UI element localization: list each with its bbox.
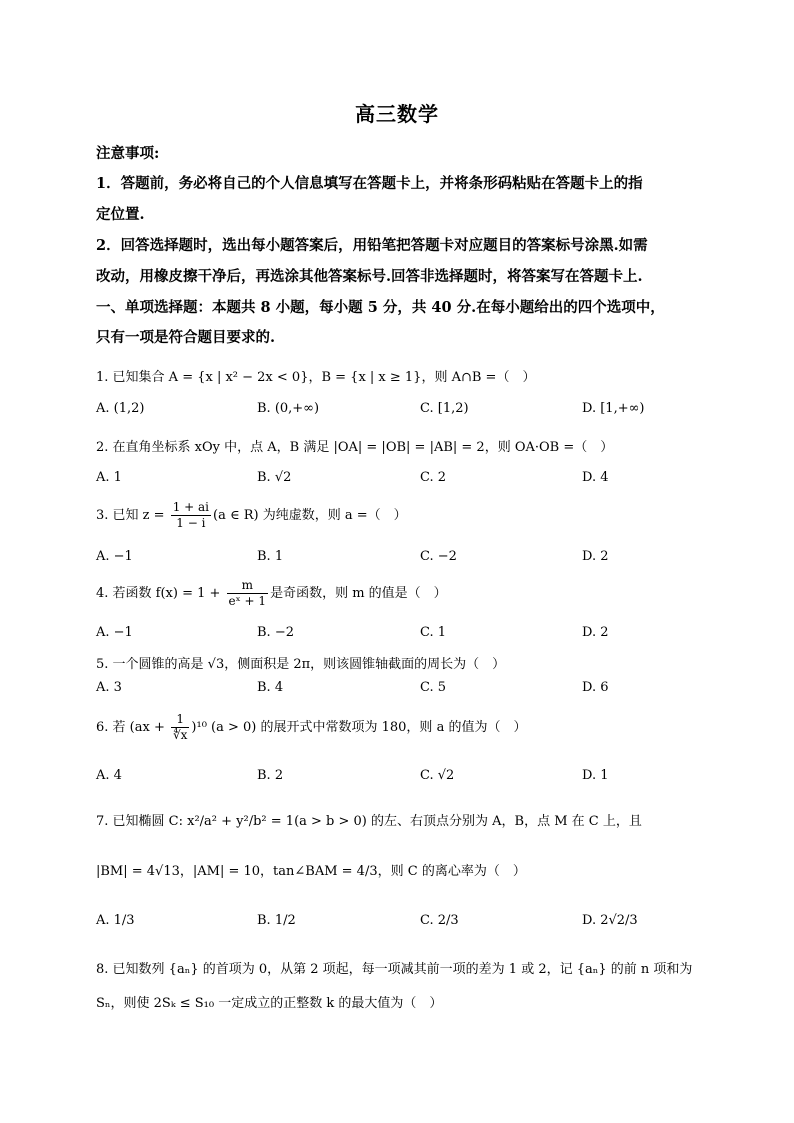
- question-3-frac-num: 1 + ai: [172, 500, 209, 514]
- question-8-stem-line2: Sₙ，则使 2Sₖ ≤ S₁₀ 一定成立的正整数 k 的最大值为（ ）: [96, 996, 443, 1011]
- question-6-option-d: D. 1: [582, 768, 609, 783]
- notice-item2-line1: 2．回答选择题时，选出每小题答案后，用铅笔把答题卡对应题目的答案标号涂黑.如需: [96, 237, 648, 254]
- question-3-stem-post: (a ∈ R) 为纯虚数，则 a =（ ）: [213, 508, 407, 523]
- question-5-stem: 5. 一个圆锥的高是 √3，侧面积是 2π，则该圆锥轴截面的周长为（ ）: [96, 657, 506, 672]
- question-7-option-c: C. 2/3: [420, 913, 459, 928]
- section1-line1: 一、单项选择题：本题共 8 小题，每小题 5 分，共 40 分.在每小题给出的四个选项中，: [96, 299, 665, 316]
- question-3-fraction: [171, 500, 211, 531]
- question-6-frac-num: 1: [171, 712, 189, 728]
- question-4-stem: [96, 578, 447, 609]
- question-6-option-a: A. 4: [96, 768, 122, 783]
- notice-item1-line2: 定位置.: [96, 206, 145, 223]
- question-6-frac-den: ∜x: [172, 728, 188, 742]
- question-7-option-b: B. 1/2: [257, 913, 296, 928]
- question-6-fraction: [171, 712, 189, 743]
- question-3-option-c: C. −2: [420, 549, 457, 564]
- question-4-frac-den: eˣ + 1: [228, 594, 267, 608]
- notice-item1-line1: 1．答题前，务必将自己的个人信息填写在答题卡上，并将条形码粘贴在答题卡上的指: [96, 175, 643, 192]
- question-3-option-d: D. 2: [582, 549, 609, 564]
- question-2-stem: 2. 在直角坐标系 xOy 中，点 A，B 满足 |OA| = |OB| = |AB| = 2，则 OA·OB =（ ）: [96, 440, 614, 455]
- question-4-fraction: [227, 578, 269, 609]
- question-7-option-a: A. 1/3: [96, 913, 135, 928]
- notice-heading: 注意事项:: [96, 145, 160, 162]
- notice-item2-line2: 改动，用橡皮擦干净后，再选涂其他答案标号.回答非选择题时，将答案写在答题卡上.: [96, 268, 643, 285]
- question-5-option-b: B. 4: [257, 680, 284, 695]
- question-4-option-c: C. 1: [420, 625, 447, 640]
- question-7-stem-line1: 7. 已知椭圆 C: x²/a² + y²/b² = 1(a > b > 0) 的左、右顶点分别为 A，B，点 M 在 C 上，且: [96, 814, 642, 829]
- question-5-option-d: D. 6: [582, 680, 609, 695]
- question-8-stem-line1: 8. 已知数列 {aₙ} 的首项为 0，从第 2 项起，每一项减其前一项的差为 1 或 2，记 {aₙ} 的前 n 项和为: [96, 962, 693, 977]
- question-6-stem-pre: 6. 若 (ax +: [96, 720, 169, 735]
- question-2-option-c: C. 2: [420, 470, 447, 485]
- question-4-frac-num: m: [227, 578, 269, 594]
- question-3-stem: [96, 500, 407, 531]
- question-4-option-d: D. 2: [582, 625, 609, 640]
- section1-line2: 只有一项是符合题目要求的.: [96, 329, 276, 346]
- question-1-option-b: B. (0,+∞): [257, 401, 320, 416]
- question-4-option-a: A. −1: [96, 625, 133, 640]
- question-1-stem: 1. 已知集合 A = {x | x² − 2x < 0}，B = {x | x ≥ 1}，则 A∩B =（ ）: [96, 370, 536, 385]
- question-3-option-a: A. −1: [96, 549, 133, 564]
- page-title: 高三数学: [355, 102, 439, 126]
- question-1-option-d: D. [1,+∞): [582, 401, 645, 416]
- question-6-option-c: C. √2: [420, 768, 455, 783]
- question-6-stem-post: )¹⁰ (a > 0) 的展开式中常数项为 180，则 a 的值为（ ）: [191, 720, 527, 735]
- question-6-stem: [96, 712, 526, 743]
- question-3-option-b: B. 1: [257, 549, 284, 564]
- question-3-stem-pre: 3. 已知 z =: [96, 508, 169, 523]
- question-5-option-a: A. 3: [96, 680, 122, 695]
- question-1-option-a: A. (1,2): [96, 401, 145, 416]
- question-4-option-b: B. −2: [257, 625, 294, 640]
- question-6-option-b: B. 2: [257, 768, 284, 783]
- question-4-stem-pre: 4. 若函数 f(x) = 1 +: [96, 586, 225, 601]
- question-1-option-c: C. [1,2): [420, 401, 469, 416]
- question-2-option-b: B. √2: [257, 470, 292, 485]
- question-2-option-a: A. 1: [96, 470, 122, 485]
- question-7-stem-line2: |BM| = 4√13，|AM| = 10，tan∠BAM = 4/3，则 C 的离心率为（ ）: [96, 864, 526, 879]
- question-2-option-d: D. 4: [582, 470, 609, 485]
- question-4-stem-post: 是奇函数，则 m 的值是（ ）: [270, 586, 447, 601]
- question-3-frac-den: 1 − i: [176, 516, 206, 530]
- question-5-option-c: C. 5: [420, 680, 447, 695]
- question-7-option-d: D. 2√2/3: [582, 913, 638, 928]
